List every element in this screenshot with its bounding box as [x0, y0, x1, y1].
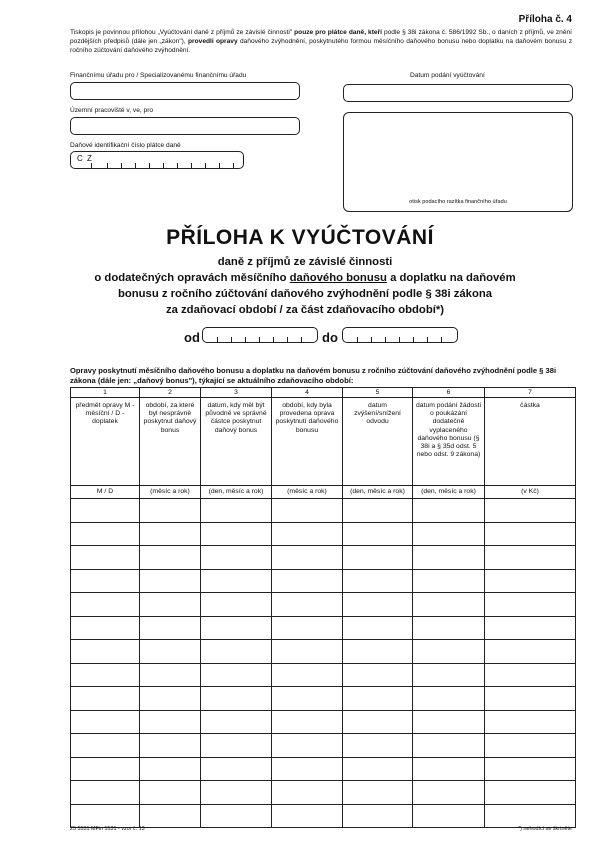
subtitle-line: za zdaňovací období / za část zdaňovacího období*) [165, 304, 445, 316]
period-from-label: od [184, 330, 200, 345]
table-cell[interactable] [343, 663, 413, 687]
table-row [71, 499, 576, 523]
period-to-field[interactable] [342, 327, 458, 343]
table-cell[interactable] [140, 663, 201, 687]
table-cell[interactable] [413, 710, 485, 734]
table-cell[interactable] [140, 569, 201, 593]
table-cell[interactable] [201, 499, 272, 523]
intro-bold-text: provedli opravy [188, 38, 238, 45]
territorial-office-field[interactable] [70, 117, 300, 135]
table-cell[interactable] [201, 593, 272, 617]
tax-office-field[interactable] [70, 82, 300, 100]
table-cell[interactable] [140, 710, 201, 734]
table-cell[interactable] [71, 522, 140, 546]
stamp-box [343, 112, 573, 212]
table-cell[interactable] [485, 522, 576, 546]
period-from-tick-marks [203, 336, 317, 342]
table-cell[interactable] [140, 734, 201, 758]
table-cell[interactable] [343, 640, 413, 664]
table-cell[interactable] [272, 781, 343, 805]
table-cell[interactable] [413, 593, 485, 617]
column-description: částka [485, 398, 576, 486]
corrections-table [70, 387, 576, 828]
column-description: období, za které byl nesprávně poskytnut daňový bonus [140, 398, 201, 486]
table-cell[interactable] [485, 569, 576, 593]
table-cell[interactable] [413, 546, 485, 570]
column-description-row [71, 398, 576, 486]
table-cell[interactable] [272, 593, 343, 617]
table-cell[interactable] [485, 687, 576, 711]
subtitle-text: o dodatečných opravách měsíčního [94, 272, 287, 284]
dic-label: Daňové identifikační číslo plátce daně [70, 142, 181, 149]
table-cell[interactable] [343, 710, 413, 734]
table-cell[interactable] [201, 663, 272, 687]
table-entry-rows [71, 499, 576, 828]
column-description: období, kdy byla provedena oprava poskytnutí daňového bonusu [272, 398, 343, 486]
column-number-row [71, 388, 576, 398]
table-cell[interactable] [71, 546, 140, 570]
table-intro: Opravy poskytnutí měsíčního daňového bonusu a doplatku na daňovém bonusu z ročního zúčtování daňového zvýhodnění podle § 38i zákona (dále jen: „daňový bonus"), týkající se aktuálního zdaňovacího období: [70, 366, 557, 385]
column-description: datum zvýšení/snížení odvodu [343, 398, 413, 486]
table-cell[interactable] [413, 734, 485, 758]
table-cell[interactable] [485, 663, 576, 687]
table-cell[interactable] [413, 781, 485, 805]
table-cell[interactable] [272, 734, 343, 758]
table-row [71, 522, 576, 546]
column-number: 7 [485, 388, 576, 398]
table-row [71, 569, 576, 593]
submission-date-field[interactable] [343, 84, 573, 102]
subtitle-line [60, 270, 550, 286]
table-cell[interactable] [485, 499, 576, 523]
footnote: *) nehodící se škrtněte [518, 826, 572, 832]
table-cell[interactable] [343, 499, 413, 523]
tax-office-label: Finančnímu úřadu pro / Specializovanému finančnímu úřadu [70, 72, 247, 79]
table-cell[interactable] [71, 616, 140, 640]
table-cell[interactable] [71, 663, 140, 687]
intro-text: Tiskopis je povinnou přílohou „Vyúčtování daně z příjmů ze závislé činnosti" [70, 29, 293, 36]
table-cell[interactable] [140, 593, 201, 617]
table-cell[interactable] [413, 757, 485, 781]
submission-date-label: Datum podání vyúčtování [410, 72, 485, 79]
column-unit: (měsíc a rok) [140, 486, 201, 499]
column-description: datum podání žádosti o poukázání dodatečně vyplaceného daňového bonusu (§ 38i a § 35d odst. 5 nebo odst. 9 zákona) [413, 398, 485, 486]
column-unit: (měsíc a rok) [272, 486, 343, 499]
table-row [71, 687, 576, 711]
table-cell[interactable] [272, 522, 343, 546]
column-description: datum, kdy měl být původně ve správné částce poskytnut daňový bonus [201, 398, 272, 486]
table-cell[interactable] [272, 757, 343, 781]
table-cell[interactable] [485, 640, 576, 664]
table-cell[interactable] [140, 781, 201, 805]
table-cell[interactable] [413, 804, 485, 828]
table-cell[interactable] [485, 546, 576, 570]
table-cell[interactable] [272, 499, 343, 523]
period-to-label: do [322, 330, 338, 345]
subtitle-text: a doplatku na daňovém [390, 272, 516, 284]
table-cell[interactable] [140, 757, 201, 781]
table-cell[interactable] [343, 734, 413, 758]
table-cell[interactable] [71, 804, 140, 828]
table-row [71, 663, 576, 687]
page-title: PŘÍLOHA K VYÚČTOVÁNÍ [166, 226, 434, 249]
territorial-office-label: Územní pracoviště v, ve, pro [70, 107, 154, 114]
table-cell[interactable] [140, 616, 201, 640]
table-cell[interactable] [71, 593, 140, 617]
table-row [71, 757, 576, 781]
table-cell[interactable] [201, 687, 272, 711]
period-to-tick-marks [343, 336, 457, 342]
column-number: 1 [71, 388, 140, 398]
table-cell[interactable] [413, 663, 485, 687]
column-unit: (den, měsíc a rok) [343, 486, 413, 499]
table-cell[interactable] [343, 522, 413, 546]
table-cell[interactable] [343, 687, 413, 711]
table-row [71, 593, 576, 617]
dic-tick-marks [71, 162, 243, 168]
column-unit: (den, měsíc a rok) [413, 486, 485, 499]
table-cell[interactable] [201, 757, 272, 781]
table-cell[interactable] [201, 734, 272, 758]
table-cell[interactable] [140, 522, 201, 546]
table-row [71, 804, 576, 828]
table-row [71, 710, 576, 734]
table-row [71, 640, 576, 664]
table-cell[interactable] [201, 522, 272, 546]
column-number: 4 [272, 388, 343, 398]
column-number: 6 [413, 388, 485, 398]
table-cell[interactable] [71, 569, 140, 593]
table-cell[interactable] [343, 569, 413, 593]
table-cell[interactable] [201, 710, 272, 734]
dic-field[interactable] [70, 151, 244, 169]
table-cell[interactable] [413, 616, 485, 640]
table-cell[interactable] [272, 687, 343, 711]
subtitle [60, 254, 550, 318]
table-cell[interactable] [272, 640, 343, 664]
table-cell[interactable] [71, 757, 140, 781]
column-unit-row [71, 486, 576, 499]
table-row [71, 781, 576, 805]
table-cell[interactable] [71, 499, 140, 523]
table-cell[interactable] [272, 546, 343, 570]
table-cell[interactable] [201, 804, 272, 828]
table-cell[interactable] [71, 734, 140, 758]
column-unit: (v Kč) [485, 486, 576, 499]
table-cell[interactable] [272, 710, 343, 734]
subtitle-underlined-text: daňového bonusu [289, 272, 387, 284]
table-row [71, 734, 576, 758]
intro-text: podle § 38i zákona č. 586/1992 Sb., o daních z příjmů, ve znění pozdějších předpisů (dále jen „zákon"), [70, 29, 572, 45]
table-cell[interactable] [71, 687, 140, 711]
table-cell[interactable] [272, 616, 343, 640]
intro-paragraph [70, 28, 572, 55]
table-cell[interactable] [413, 640, 485, 664]
attachment-label: Příloha č. 4 [518, 14, 572, 25]
column-number: 3 [201, 388, 272, 398]
table-cell[interactable] [343, 781, 413, 805]
dic-prefix: C Z [77, 154, 93, 163]
stamp-caption: otisk podacího razítka finančního úřadu [409, 199, 507, 205]
table-cell[interactable] [71, 781, 140, 805]
table-cell[interactable] [343, 593, 413, 617]
period-from-field[interactable] [202, 327, 318, 343]
table-cell[interactable] [485, 593, 576, 617]
table-cell[interactable] [485, 804, 576, 828]
column-description: předmět opravy M - měsíční / D - doplatek [71, 398, 140, 486]
table-cell[interactable] [201, 616, 272, 640]
table-cell[interactable] [272, 569, 343, 593]
intro-text: daňového zvýhodnění, poskytnutého formou měsíčního daňového bonusu nebo doplatku na daňovém bonusu z ročního zúčtování daňového zvýhodnění. [70, 38, 573, 54]
table-cell[interactable] [413, 569, 485, 593]
table-cell[interactable] [343, 546, 413, 570]
table-cell[interactable] [343, 804, 413, 828]
table-row [71, 616, 576, 640]
table-cell[interactable] [343, 757, 413, 781]
table-cell[interactable] [485, 781, 576, 805]
table-cell[interactable] [71, 710, 140, 734]
table-row [71, 546, 576, 570]
form-code: 25 5531 MFin 5531 - vzor č. 13 [70, 826, 145, 832]
column-unit: (den, měsíc a rok) [201, 486, 272, 499]
table-cell[interactable] [201, 640, 272, 664]
table-cell[interactable] [140, 687, 201, 711]
subtitle-line: bonusu z ročního zúčtování daňového zvýhodnění podle § 38i zákona [117, 288, 493, 300]
table-cell[interactable] [413, 522, 485, 546]
table-cell[interactable] [272, 804, 343, 828]
table-cell[interactable] [343, 616, 413, 640]
table-cell[interactable] [485, 757, 576, 781]
table-cell[interactable] [201, 546, 272, 570]
subtitle-line: daně z příjmů ze závislé činnosti [217, 256, 393, 268]
table-cell[interactable] [140, 546, 201, 570]
table-cell[interactable] [485, 734, 576, 758]
table-cell[interactable] [272, 663, 343, 687]
intro-bold-text: pouze pro plátce daně, kteří [294, 29, 382, 36]
table-cell[interactable] [201, 781, 272, 805]
table-cell[interactable] [201, 569, 272, 593]
table-cell[interactable] [71, 640, 140, 664]
table-cell[interactable] [140, 804, 201, 828]
table-cell[interactable] [413, 499, 485, 523]
table-cell[interactable] [413, 687, 485, 711]
table-cell[interactable] [485, 710, 576, 734]
table-cell[interactable] [140, 499, 201, 523]
column-number: 5 [343, 388, 413, 398]
table-cell[interactable] [140, 640, 201, 664]
table-cell[interactable] [485, 616, 576, 640]
column-unit: M / D [71, 486, 140, 499]
column-number: 2 [140, 388, 201, 398]
